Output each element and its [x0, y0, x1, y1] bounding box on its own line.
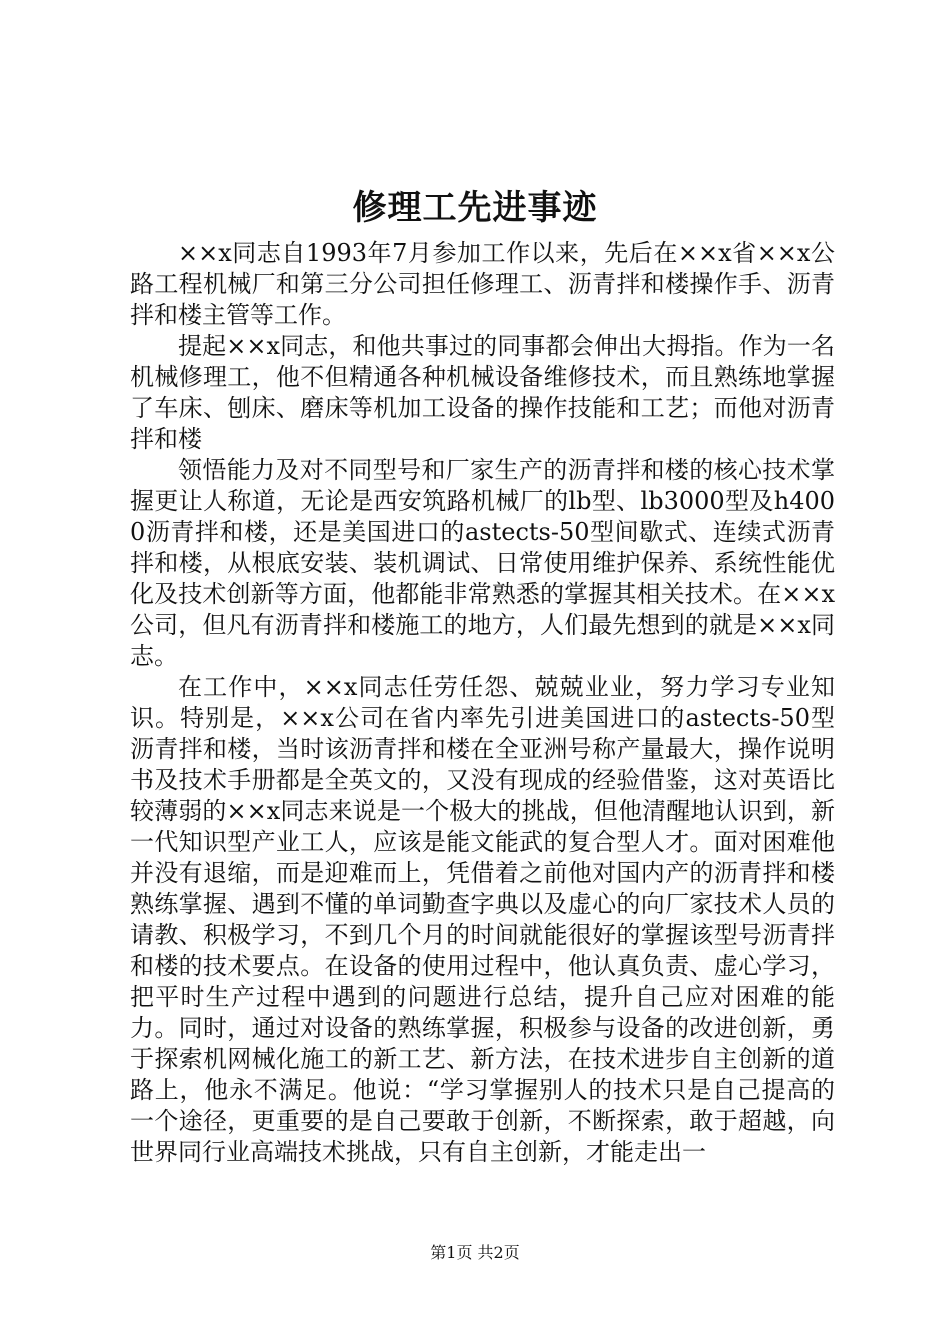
paragraph-4: 在工作中，××x同志任劳任怨、兢兢业业，努力学习专业知识。特别是，××x公司在省内率先引进美国进口的astects-50型沥青拌和楼，当时该沥青拌和楼在全亚洲号称产量最大，操作说明书及技术手册都是全英文的，又没有现成的经验借鉴，这对英语比较薄弱的××x同志来说是一个极大的挑战，但他清醒地认识到，新一代知识型产业工人，应该是能文能武的复合型人才。面对困难他并没有退缩，而是迎难而上，凭借着之前他对国内产的沥青拌和楼熟练掌握、遇到不懂的单词勤查字典以及虚心的向厂家技术人员的请教、积极学习，不到几个月的时间就能很好的掌握该型号沥青拌和楼的技术要点。在设备的使用过程中，他认真负责、虚心学习，把平时生产过程中遇到的问题进行总结，提升自己应对困难的能力。同时，通过对设备的熟练掌握，积极参与设备的改进创新，勇于探索机网械化施工的新工艺、新方法，在技术进步自主创新的道路上，他永不满足。他说：“学习掌握别人的技术只是自己提高的一个途径，更重要的是自己要敢于创新，不断探索，敢于超越，向世界同行业高端技术挑战，只有自主创新，才能走出一	[130, 673, 835, 1166]
page-footer: 第1页 共2页	[430, 1243, 520, 1262]
paragraph-2: 提起××x同志，和他共事过的同事都会伸出大拇指。作为一名机械修理工，他不但精通各种机械设备维修技术，而且熟练地掌握了车床、刨床、磨床等机加工设备的操作技能和工艺；而他对沥青拌和楼	[130, 332, 835, 453]
document-body	[130, 238, 835, 1168]
paragraph-1: ××x同志自1993年7月参加工作以来，先后在××x省××x公路工程机械厂和第三分公司担任修理工、沥青拌和楼操作手、沥青拌和楼主管等工作。	[130, 239, 835, 329]
document-title: 修理工先进事迹	[352, 188, 598, 228]
paragraph-3: 领悟能力及对不同型号和厂家生产的沥青拌和楼的核心技术掌握更让人称道，无论是西安筑路机械厂的lb型、lb3000型及h4000沥青拌和楼，还是美国进口的astects-50型间歇式、连续式沥青拌和楼，从根底安装、装机调试、日常使用维护保养、系统性能优化及技术创新等方面，他都能非常熟悉的掌握其相关技术。在××x公司，但凡有沥青拌和楼施工的地方，人们最先想到的就是××x同志。	[130, 456, 835, 670]
